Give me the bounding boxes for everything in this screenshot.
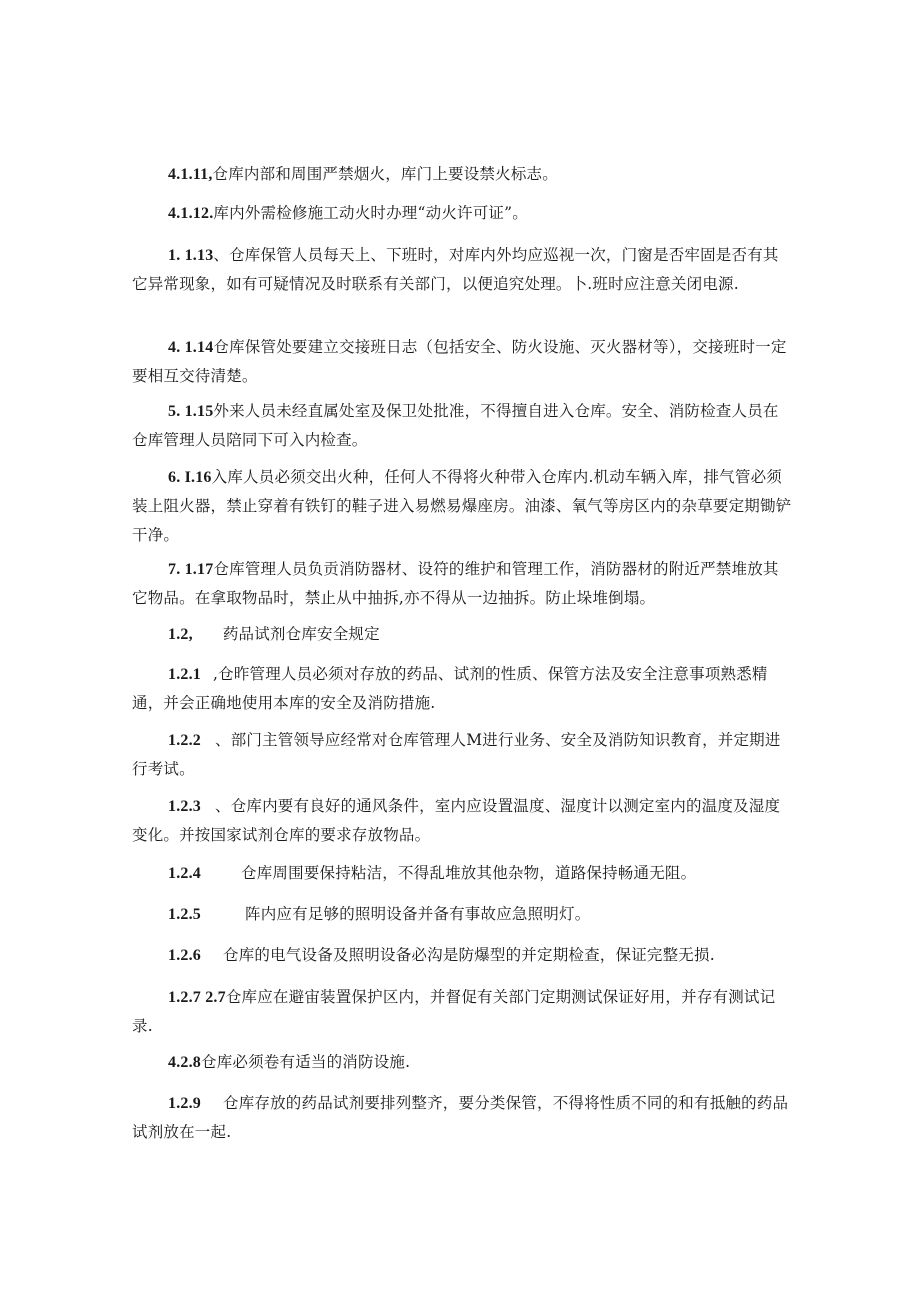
clause-number: 1.2.4 [168,865,201,882]
clause-number: 1.2.2 [168,732,201,749]
clause-text: 入库人员必须交出火种，任何人不得将火种带入仓库内.机动车辆入库，排气管必须装上阻火器，禁止穿着有铁钉的鞋子进入易燃易爆座房。油漆、氧气等房区内的杂草要定期锄铲干净。 [132,468,792,544]
clause-text: 仓库周围要保持粘洁，不得乱堆放其他杂物，道路保持畅通无阻。 [241,864,697,882]
clause-text: 仓库保管处要建立交接班日志（包括安全、防火设施、灭火器材等），交接班时一定要相互交待清楚。 [132,338,787,385]
clause-text: 仓库应在避宙装置保护区内，并督促有关部门定期测试保证好用，并存有测试记录. [132,988,776,1035]
clause-text: 库内外需检修施工动火时办理“动火许可证”。 [213,204,528,222]
clause-number: 1. 1.13 [168,247,214,264]
clause-number: 1.2.1 [168,666,201,683]
clause-text: 、仓库保管人员每天上、下班时，对库内外均应巡视一次，门窗是否牢固是否有其它异常现象，如有可疑情况及时联系有关部门，以便追究处理。卜.班时应注意关闭电源. [132,246,779,293]
clause-text: 仓库必须卷有适当的消防设施. [201,1053,411,1071]
clause-number: 4.1.11, [168,166,213,183]
paragraph-4-1-11 [132,160,792,189]
clause-number: 7. 1.17 [168,561,214,578]
paragraph-1-2-9 [132,1089,792,1147]
clause-number: 1.2.9 [168,1095,201,1112]
clause-text: 仓库管理人员负贡消防器材、设符的维护和管理工作，消防器材的附近严禁堆放其它物品。在拿取物品时，禁止从中抽拆,亦不得从一边抽拆。防止垛堆倒塌。 [132,560,779,607]
clause-text: 仓库的电气设备及照明设备必沟是防爆型的并定期检查，保证完整无损. [223,946,715,964]
clause-number: 4. 1.14 [168,339,214,356]
clause-number: 4.1.12. [168,205,214,222]
paragraph-4-1-14 [132,333,792,391]
clause-number: 4.2.8 [168,1054,201,1071]
clause-text: 仓库内部和周围严禁烟火，库门上要设禁火标志。 [212,165,558,183]
section-heading-1-2 [132,620,792,649]
paragraph-1-2-7 [132,983,792,1041]
clause-text: 外来人员未经直属处室及保卫处批准，不得擅自进入仓库。安全、消防检查人员在仓库管理人员陪同下可入内检查。 [132,402,779,449]
paragraph-7-1-17 [132,555,792,613]
clause-text: ,仓昨管理人员必须对存放的药品、试剂的性质、保管方法及安全注意事项熟悉精通，并会正确地使用本库的安全及消防措施. [132,665,768,712]
clause-text: 、仓库内要有良好的通风条件，室内应设置温度、湿度计以测定室内的温度及湿度变化。并按国家试剂仓库的要求存放物品。 [132,797,781,844]
clause-number: 1.2.6 [168,947,201,964]
paragraph-1-2-2 [132,726,792,784]
clause-number: 1.2.7 2.7 [168,989,226,1006]
paragraph-1-2-6 [132,941,792,970]
section-title: 药品试剂仓库安全规定 [222,625,380,643]
paragraph-5-1-15 [132,397,792,455]
clause-text: 阵内应有足够的照明设备并备有事故应急照明灯。 [245,905,591,923]
paragraph-4-1-12 [132,199,792,228]
paragraph-6-i-16 [132,463,792,550]
paragraph-1-1-13 [132,241,792,299]
paragraph-1-2-3 [132,792,792,850]
paragraph-1-2-4 [132,859,792,888]
clause-number: 1.2.5 [168,906,201,923]
clause-text: 仓库存放的药品试剂要排列整齐，要分类保管，不得将性质不同的和有抵触的药品试剂放在一起. [132,1094,789,1141]
clause-number: 1.2.3 [168,798,201,815]
clause-number: 5. 1.15 [168,403,214,420]
paragraph-1-2-1 [132,660,792,718]
paragraph-4-2-8 [132,1048,792,1077]
section-number: 1.2, [168,626,193,643]
paragraph-1-2-5 [132,900,792,929]
clause-text: 、部门主管领导应经常对仓库管理人M进行业务、安全及消防知识教育，并定期进行考试。 [132,731,781,778]
clause-number: 6. I.16 [168,469,212,486]
